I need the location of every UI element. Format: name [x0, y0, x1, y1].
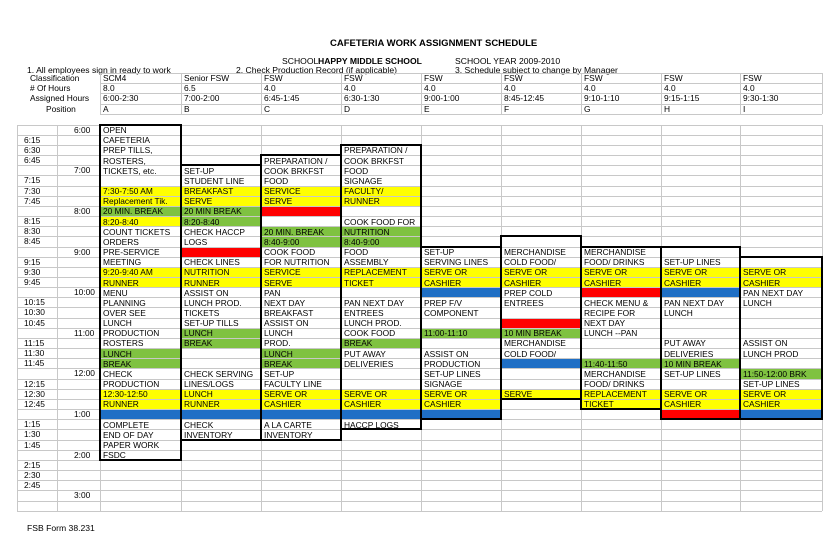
shift-task: PAPER WORK — [103, 440, 160, 451]
shift-task: A LA CARTE — [264, 419, 312, 430]
shift-task: LUNCH — [664, 307, 693, 318]
shift-color-band — [422, 288, 501, 297]
shift-task: FOOD — [344, 165, 369, 176]
time-label: 9:30 — [24, 266, 41, 277]
time-label: 2:15 — [24, 459, 41, 470]
column-b-hours: 6.5 — [184, 83, 196, 94]
time-label: 8:30 — [24, 226, 41, 237]
column-f-hours: 4.0 — [504, 83, 516, 94]
shift-color-band — [502, 319, 581, 328]
shift-task: COOK FOOD — [344, 328, 396, 339]
shift-task: PAN NEXT DAY — [743, 287, 804, 298]
shift-task: SET-UP LINES — [664, 257, 721, 268]
shift-task: ASSIST ON — [424, 348, 469, 359]
shift-color-band — [101, 410, 181, 419]
shift-color-band — [422, 410, 501, 419]
shift-task: SERVE OR — [664, 267, 708, 278]
time-label: 6:15 — [24, 134, 41, 145]
shift-task: SIGNAGE — [424, 379, 463, 390]
time-label: 7:15 — [24, 175, 41, 186]
shift-color-band — [182, 410, 261, 419]
time-label: 10:30 — [24, 307, 45, 318]
shift-task: COUNT TICKETS — [103, 226, 171, 237]
time-label: 1:30 — [24, 429, 41, 440]
shift-task: ENTREES — [504, 297, 544, 308]
schedule-gridline — [17, 480, 822, 481]
shift-task: FOR NUTRITION — [264, 257, 330, 268]
shift-task: PRODUCTION — [103, 379, 160, 390]
shift-task: COOK FOOD FOR — [344, 216, 416, 227]
shift-task: PREP COLD — [504, 287, 553, 298]
shift-task: SET-UP — [184, 165, 215, 176]
shift-task: SERVE — [184, 196, 213, 207]
column-a-assigned-hours: 6:00-2:30 — [103, 93, 139, 104]
shift-task: NUTRITION — [184, 267, 230, 278]
shift-color-band — [662, 410, 740, 419]
time-label: 9:45 — [24, 277, 41, 287]
shift-task: ORDERS — [103, 236, 139, 247]
time-label-hour: 8:00 — [74, 205, 91, 216]
shift-task: CASHIER — [664, 277, 702, 288]
shift-task: CHECK HACCP — [184, 226, 245, 237]
page-title: CAFETERIA WORK ASSIGNMENT SCHEDULE — [330, 38, 538, 49]
shift-task: BREAKFAST — [184, 186, 234, 197]
column-i-classification: FSW — [743, 73, 762, 83]
shift-task: 12:30-12:50 — [103, 389, 148, 400]
shift-task: FSDC — [103, 450, 126, 461]
shift-task: PAN NEXT DAY — [344, 297, 405, 308]
shift-task: CHECK LINES — [184, 257, 240, 268]
shift-task: SERVE OR — [584, 267, 628, 278]
time-label: 1:45 — [24, 439, 41, 450]
shift-task: ENTREES — [344, 307, 384, 318]
time-label-hour: 2:00 — [74, 449, 91, 460]
shift-task: CASHIER — [504, 277, 542, 288]
shift-task: LUNCH — [264, 348, 293, 359]
shift-task: 8:40-9:00 — [344, 236, 380, 247]
time-label-hour: 9:00 — [74, 246, 91, 257]
shift-task: PREP F/V — [424, 297, 463, 308]
time-label: 10:15 — [24, 297, 45, 308]
shift-task: TICKETS, etc. — [103, 165, 157, 176]
column-a-hours: 8.0 — [103, 83, 115, 94]
shift-task: PRODUCTION — [424, 358, 481, 369]
shift-task: BREAK — [344, 338, 373, 349]
shift-task: SERVICE — [264, 267, 301, 278]
shift-task: SERVE OR — [664, 389, 708, 400]
column-e-position: E — [424, 103, 430, 114]
column-i-position: I — [743, 103, 746, 114]
column-e-classification: FSW — [424, 73, 443, 83]
shift-color-band — [262, 207, 341, 216]
shift-task: ASSIST ON — [743, 338, 788, 349]
column-i-assigned-hours: 9:30-1:30 — [743, 93, 779, 104]
schedule-gridline-v — [740, 125, 741, 511]
shift-task: SERVE OR — [424, 389, 468, 400]
shift-task: LUNCH — [184, 328, 213, 339]
shift-task: SERVE OR — [743, 267, 787, 278]
shift-task: CASHIER — [424, 277, 462, 288]
shift-task: SIGNAGE — [344, 175, 383, 186]
time-label-hour: 10:00 — [74, 287, 95, 298]
column-d-classification: FSW — [344, 73, 363, 83]
schedule-gridline-v — [822, 125, 823, 511]
column-c-position: C — [264, 103, 271, 114]
shift-task: COMPONENT — [424, 307, 479, 318]
time-label: 12:45 — [24, 398, 45, 409]
shift-task: CHECK SERVING — [184, 368, 254, 379]
shift-task: FOOD/ DRINKS — [584, 257, 645, 268]
shift-task: CASHIER — [664, 399, 702, 410]
shift-task: SET-UP TILLS — [184, 318, 239, 329]
shift-task: SERVE OR — [424, 267, 468, 278]
shift-task: ASSEMBLY — [344, 257, 389, 268]
shift-task: SET-UP — [424, 247, 455, 258]
time-label: 10:45 — [24, 317, 45, 328]
shift-task: ASSIST ON — [184, 287, 229, 298]
shift-task: 8:20-8:40 — [103, 216, 139, 227]
column-b-assigned-hours: 7:00-2:00 — [184, 93, 220, 104]
shift-task: CHECK MENU & — [584, 297, 649, 308]
shift-task: SET-UP LINES — [743, 379, 800, 390]
time-label: 8:15 — [24, 216, 41, 227]
shift-task: CASHIER — [743, 399, 781, 410]
shift-task: OPEN — [103, 125, 127, 136]
time-label-hour: 6:00 — [74, 124, 91, 135]
shift-task: RECIPE FOR — [584, 307, 636, 318]
shift-task: LUNCH PROD. — [184, 297, 242, 308]
column-i-hours: 4.0 — [743, 83, 755, 94]
shift-task: SERVING LINES — [424, 257, 489, 268]
column-f-position: F — [504, 103, 510, 114]
shift-task: NEXT DAY — [264, 297, 306, 308]
shift-task: PAN NEXT DAY — [664, 297, 725, 308]
shift-task: COOK BRKFST — [264, 165, 325, 176]
column-c-classification: FSW — [264, 73, 283, 83]
shift-task: TICKET — [344, 277, 374, 288]
time-label-hour: 1:00 — [74, 409, 91, 420]
shift-task: MERCHANDISE — [504, 247, 566, 258]
shift-task: REPLACEMENT — [584, 389, 647, 400]
classification-label: Classification — [30, 73, 80, 83]
time-label: 11:30 — [24, 348, 45, 359]
shift-task: FACULTY LINE — [264, 379, 322, 390]
shift-task: BREAK — [184, 338, 213, 349]
shift-task: RUNNER — [184, 399, 220, 410]
schedule-gridline — [17, 511, 822, 512]
column-b-position: B — [184, 103, 190, 114]
shift-task: FACULTY/ — [344, 186, 384, 197]
time-label: 2:45 — [24, 480, 41, 491]
time-label-hour: 7:00 — [74, 165, 91, 176]
shift-task: 11:00-11:10 — [424, 328, 468, 339]
shift-task: SERVICE — [264, 186, 301, 197]
position-label: Position — [46, 103, 76, 114]
shift-task: CASHIER — [344, 399, 382, 410]
shift-task: HACCP LOGS — [344, 419, 399, 430]
time-label: 11:15 — [24, 337, 45, 348]
column-h-assigned-hours: 9:15-1:15 — [664, 93, 700, 104]
shift-task: Replacement Tik. — [103, 196, 168, 207]
column-g-position: G — [584, 103, 591, 114]
shift-task: SERVE — [264, 277, 293, 288]
shift-task: REPLACEMENT — [344, 267, 407, 278]
shift-task: 8:40-9:00 — [264, 236, 300, 247]
shift-task: 10 MIN BREAK — [504, 328, 562, 339]
column-g-hours: 4.0 — [584, 83, 596, 94]
column-a-position: A — [103, 103, 109, 114]
time-label: 9:15 — [24, 256, 41, 267]
shift-task: SERVE OR — [743, 389, 787, 400]
shift-task: SET-UP — [264, 368, 295, 379]
schedule-gridline-v — [501, 125, 502, 511]
shift-color-band — [342, 410, 421, 419]
shift-task: PRE-SERVICE — [103, 247, 160, 258]
shift-task: INVENTORY — [264, 429, 313, 440]
shift-task: PRODUCTION — [103, 328, 160, 339]
shift-task: LUNCH — [103, 348, 132, 359]
column-e-assigned-hours: 9:00-1:00 — [424, 93, 460, 104]
shift-task: STUDENT LINE — [184, 175, 245, 186]
header-gridline-v — [822, 73, 823, 114]
time-label: 7:45 — [24, 195, 41, 206]
school-label: SCHOOL: — [282, 56, 321, 66]
shift-task: PAN — [264, 287, 281, 298]
column-d-assigned-hours: 6:30-1:30 — [344, 93, 380, 104]
shift-task: FOOD — [264, 175, 289, 186]
shift-task: PUT AWAY — [664, 338, 706, 349]
school-year: SCHOOL YEAR 2009-2010 — [455, 56, 561, 66]
shift-task: 10 MIN BREAK — [664, 358, 722, 369]
shift-task: MERCHANDISE — [504, 338, 566, 349]
shift-task: RUNNER — [103, 277, 139, 288]
shift-task: RUNNER — [103, 399, 139, 410]
shift-task: 9:20-9:40 AM — [103, 267, 153, 278]
shift-task: 20 MIN BREAK — [184, 206, 242, 217]
shift-task: FOOD — [344, 247, 369, 258]
shift-task: LINES/LOGS — [184, 379, 234, 390]
shift-task: SET-UP LINES — [424, 368, 481, 379]
column-c-hours: 4.0 — [264, 83, 276, 94]
footer-form-number: FSB Form 38.231 — [27, 523, 95, 533]
assigned-hours-label: Assigned Hours — [30, 93, 90, 104]
shift-task: BREAKFAST — [264, 307, 314, 318]
shift-task: RUNNER — [184, 277, 220, 288]
shift-task: DELIVERIES — [344, 358, 394, 369]
shift-task: LUNCH — [264, 328, 293, 339]
time-label: 11:45 — [24, 358, 45, 369]
shift-color-band — [741, 410, 822, 419]
shift-task: TICKET — [584, 399, 614, 410]
shift-color-band — [582, 288, 661, 297]
shift-color-band — [502, 359, 581, 368]
shift-task: NUTRITION — [344, 226, 390, 237]
column-g-assigned-hours: 9:10-1:10 — [584, 93, 620, 104]
shift-task: MEETING — [103, 257, 142, 268]
time-label-hour: 3:00 — [74, 490, 91, 501]
column-e-hours: 4.0 — [424, 83, 436, 94]
hours-label: # Of Hours — [30, 83, 71, 94]
shift-task: INVENTORY — [184, 429, 233, 440]
schedule-gridline — [17, 490, 822, 491]
shift-task: 11:50-12:00 BRK — [743, 368, 807, 379]
shift-task: LUNCH PROD. — [344, 318, 402, 329]
column-f-classification: FSW — [504, 73, 523, 83]
shift-task: COLD FOOD/ — [504, 257, 557, 268]
time-label: 1:15 — [24, 419, 41, 430]
column-f-assigned-hours: 8:45-12:45 — [504, 93, 545, 104]
shift-task: BREAK — [103, 358, 132, 369]
shift-task: PUT AWAY — [344, 348, 386, 359]
shift-task: PLANNING — [103, 297, 146, 308]
shift-task: MENU — [103, 287, 128, 298]
shift-task: 20 MIN. BREAK — [264, 226, 325, 237]
shift-task: CHECK — [103, 368, 133, 379]
shift-color-band — [182, 248, 261, 257]
header-gridline — [100, 114, 822, 115]
shift-task: OVER SEE — [103, 307, 146, 318]
shift-task: LUNCH — [184, 389, 213, 400]
shift-task: COOK FOOD — [264, 247, 316, 258]
shift-task: END OF DAY — [103, 429, 154, 440]
shift-task: DELIVERIES — [664, 348, 714, 359]
shift-task: CAFETERIA — [103, 135, 150, 146]
shift-task: ROSTERS — [103, 338, 144, 349]
shift-task: ASSIST ON — [264, 318, 309, 329]
shift-task: LUNCH --PAN — [584, 328, 638, 339]
schedule-gridline — [17, 470, 822, 471]
shift-task: PREPARATION / — [264, 155, 328, 166]
shift-task: PROD. — [264, 338, 291, 349]
school-name: HAPPY MIDDLE SCHOOL — [318, 56, 422, 66]
shift-task: BREAK — [264, 358, 293, 369]
shift-task: COLD FOOD/ — [504, 348, 557, 359]
time-label: 8:45 — [24, 236, 41, 247]
shift-task: SERVE OR — [264, 389, 308, 400]
shift-task: TICKETS — [184, 307, 220, 318]
column-d-position: D — [344, 103, 351, 114]
shift-task: 20 MIN. BREAK — [103, 206, 164, 217]
shift-task: 8:20-8:40 — [184, 216, 220, 227]
column-d-hours: 4.0 — [344, 83, 356, 94]
column-h-position: H — [664, 103, 671, 114]
column-a-classification: SCM4 — [103, 73, 127, 83]
note-1: 1. All employees sign in ready to work — [27, 65, 171, 75]
shift-task: COOK BRKFST — [344, 155, 405, 166]
shift-task: SERVE OR — [344, 389, 388, 400]
time-label-hour: 12:00 — [74, 368, 95, 379]
schedule-gridline — [17, 501, 822, 502]
shift-color-band — [262, 410, 341, 419]
shift-color-band — [662, 288, 740, 297]
note-3: 3. Schedule subject to change by Manager — [455, 65, 618, 75]
time-label: 7:30 — [24, 185, 41, 196]
shift-task: LUNCH — [103, 318, 132, 329]
time-label: 6:45 — [24, 155, 41, 166]
column-b-classification: Senior FSW — [184, 73, 230, 83]
shift-task: CASHIER — [584, 277, 622, 288]
shift-task: CASHIER — [264, 399, 302, 410]
column-g-classification: FSW — [584, 73, 603, 83]
shift-task: SERVE OR — [504, 267, 548, 278]
time-label: 6:30 — [24, 144, 41, 155]
shift-task: SERVE — [504, 389, 533, 400]
shift-task: CASHIER — [424, 399, 462, 410]
shift-task: MERCHANDISE — [584, 368, 646, 379]
shift-task: LUNCH PROD — [743, 348, 799, 359]
shift-task: CHECK — [184, 419, 214, 430]
time-label-hour: 11:00 — [74, 327, 95, 338]
column-h-hours: 4.0 — [664, 83, 676, 94]
column-h-classification: FSW — [664, 73, 683, 83]
shift-task: NEXT DAY — [584, 318, 626, 329]
column-c-assigned-hours: 6:45-1:45 — [264, 93, 300, 104]
shift-task: SERVE — [264, 196, 293, 207]
shift-task: FOOD/ DRINKS — [584, 379, 645, 390]
note-2: 2. Check Production Record (if applicable) — [236, 65, 397, 75]
time-label: 12:15 — [24, 378, 45, 389]
shift-task: CASHIER — [743, 277, 781, 288]
shift-task: PREP TILLS, — [103, 145, 153, 156]
time-label: 2:30 — [24, 470, 41, 481]
time-label: 12:30 — [24, 388, 45, 399]
shift-task: PREPARATION / — [344, 145, 408, 156]
shift-task: ROSTERS, — [103, 155, 146, 166]
shift-task: LUNCH — [743, 297, 772, 308]
shift-task: COMPLETE — [103, 419, 150, 430]
shift-task: 7:30-7:50 AM — [103, 186, 153, 197]
shift-task: SET-UP LINES — [664, 368, 721, 379]
shift-task: LOGS — [184, 236, 208, 247]
shift-task: MERCHANDISE — [584, 247, 646, 258]
shift-task: 11:40-11:50 — [584, 358, 628, 369]
shift-task: RUNNER — [344, 196, 380, 207]
